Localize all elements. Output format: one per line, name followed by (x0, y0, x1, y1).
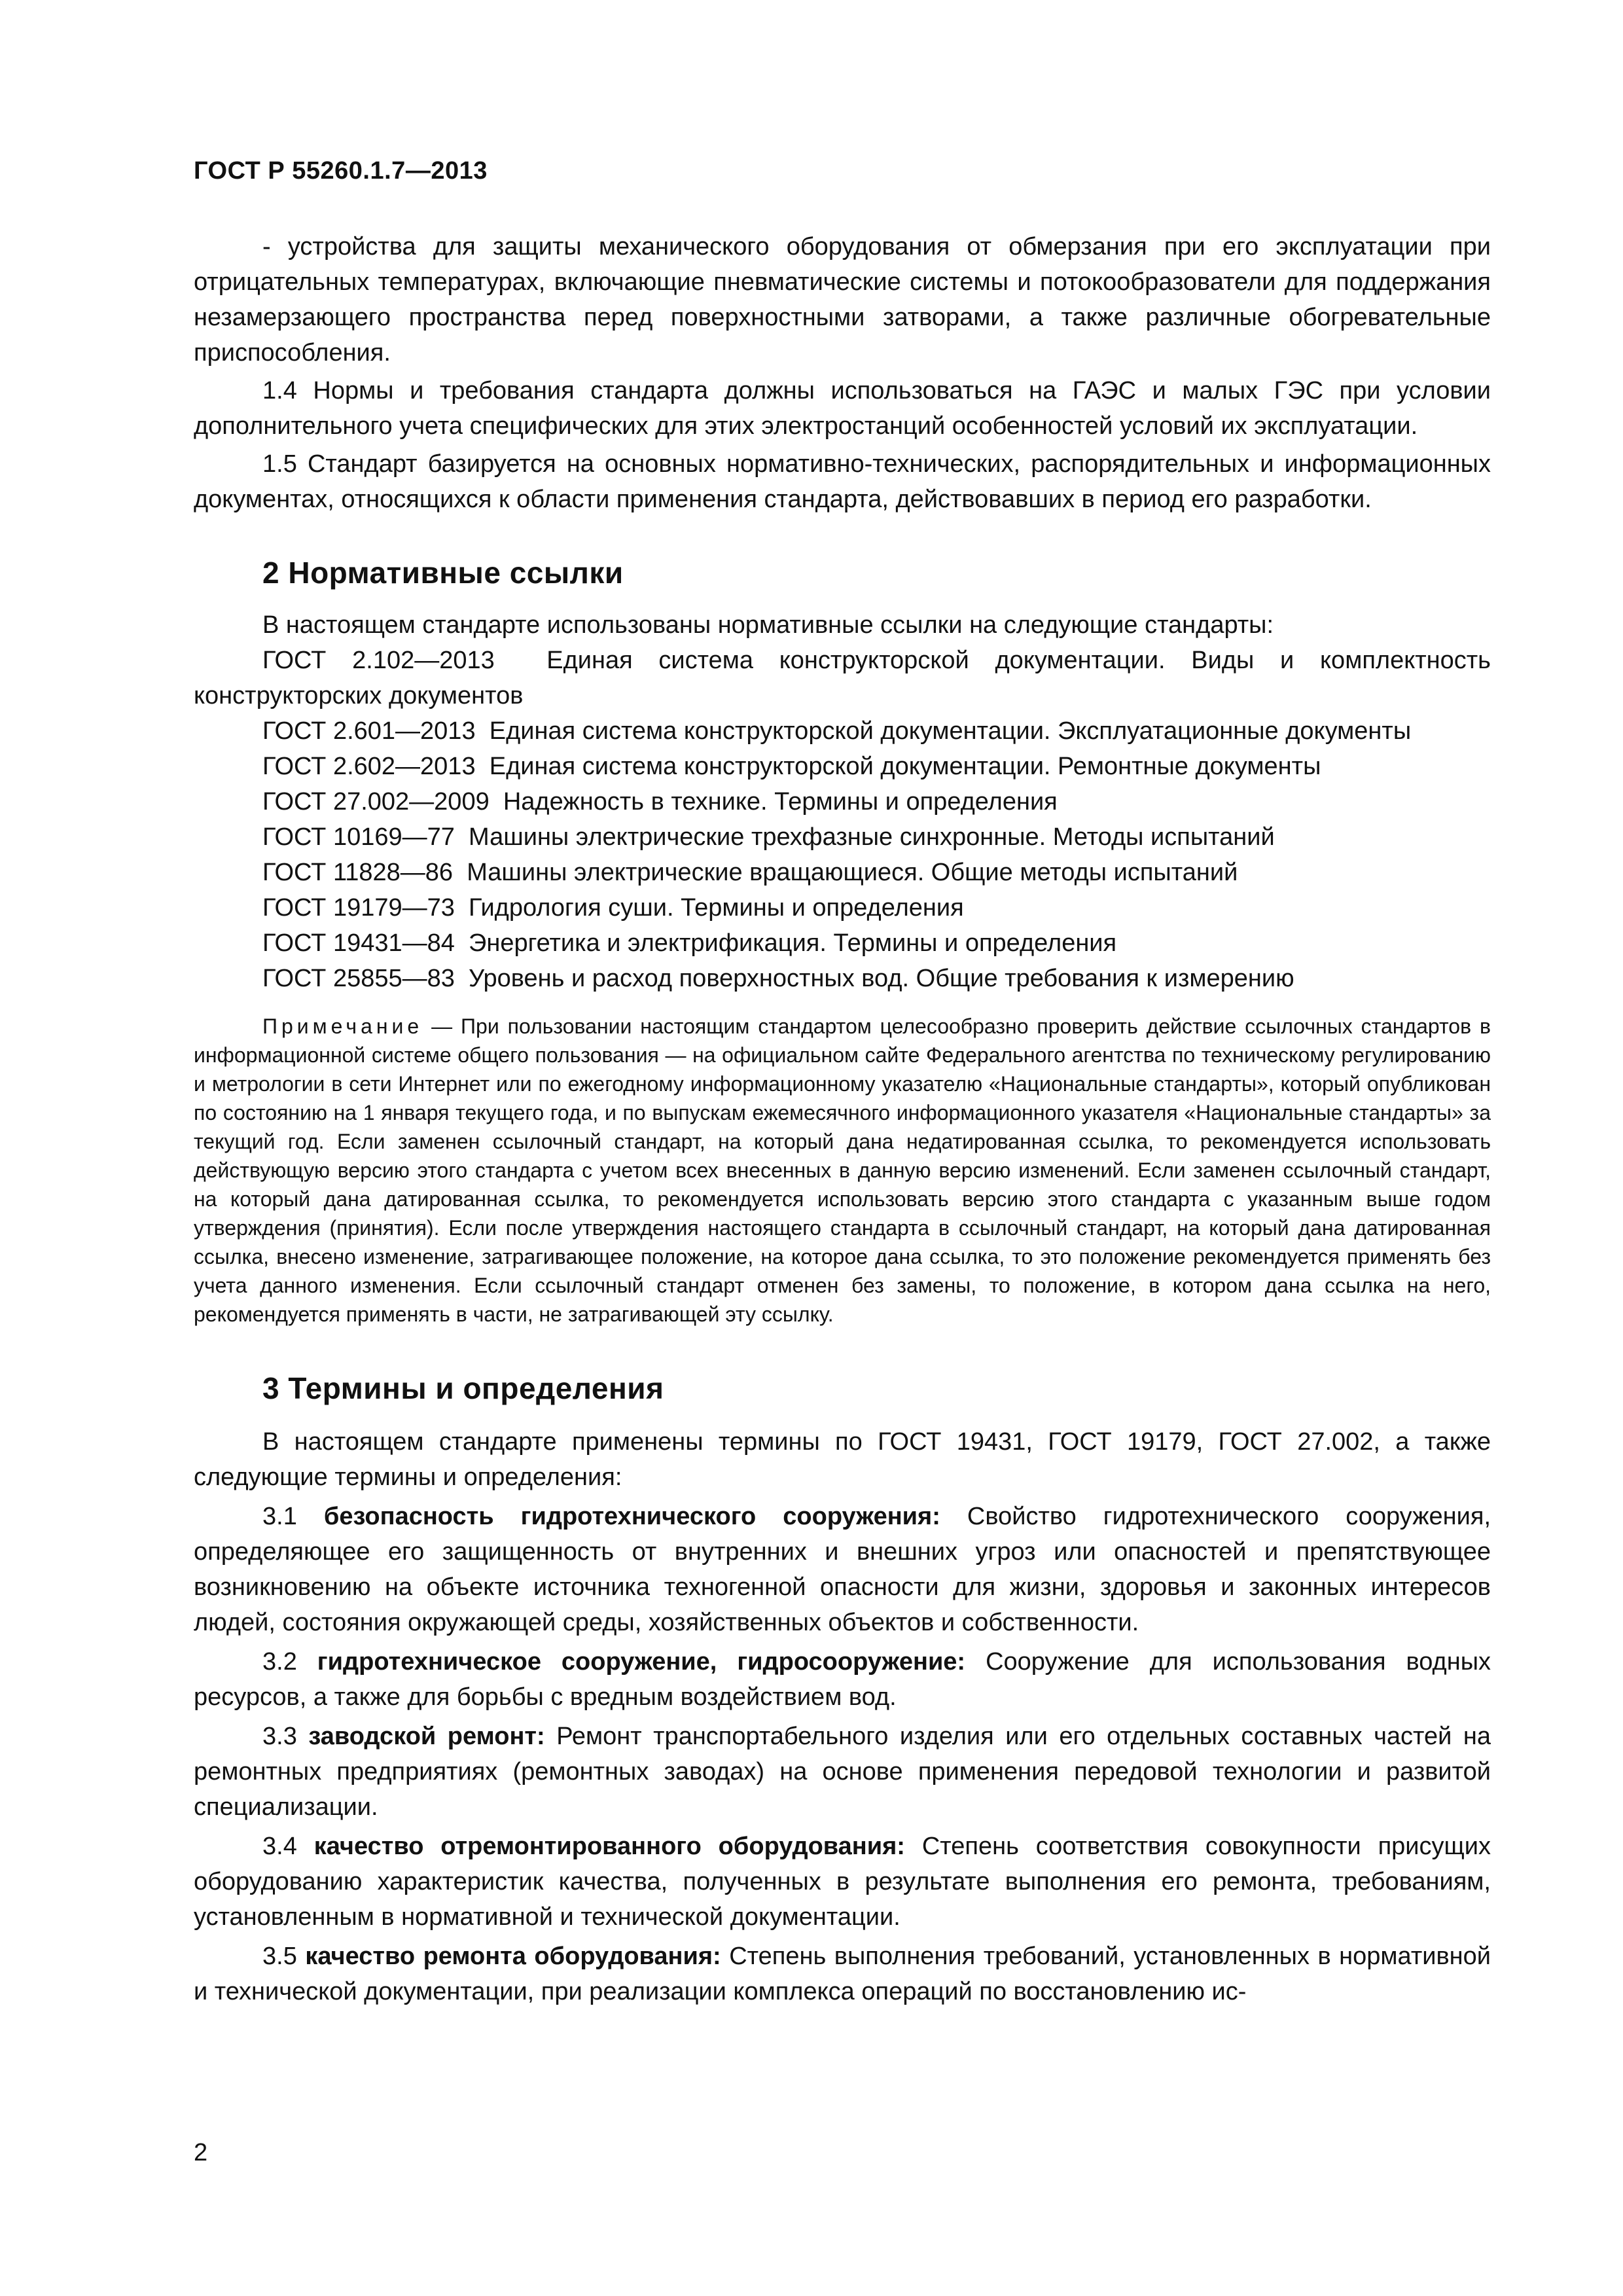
reference-code: ГОСТ 19431—84 (262, 929, 455, 957)
reference-code: ГОСТ 2.102—2013 (262, 647, 495, 674)
term-number: 3.4 (262, 1833, 297, 1860)
page-number: 2 (194, 2139, 208, 2166)
term-text: Свойство гидротехнического сооружения, определяющее его защищенность от внутренних и внешних угроз или опасностей и препятствующее возникновению на объекте источника техногенной опасности для жизни, здоровья и законных интересов людей, состояния окружающей среды, хозяйственных объектов и собственности. (194, 1503, 1491, 1636)
normative-reference (194, 643, 1491, 713)
note-text: — При пользовании настоящим стандартом целесообразно проверить действие ссылочных стандартов в информационной системе общего пользования — на официальном сайте Федерального агентства по техническому регулированию и метрологии в сети Интернет или по ежегодному информационному указателю «Национальные стандарты», который опубликован по состоянию на 1 января текущего года, и по выпускам ежемесячного информационного указателя «Национальные стандарты» за текущий год. Если заменен ссылочный стандарт, на который дана недатированная ссылка, то рекомендуется использовать действующую версию этого стандарта с учетом всех внесенных в данную версию изменений. Если заменен ссылочный стандарт, на который дана датированная ссылка, то рекомендуется использовать версию этого стандарта с указанным выше годом утверждения (принятия). Если после утверждения настоящего стандарта в ссылочный стандарт, на который дана датированная ссылка, внесено изменение, затрагивающее положение, на которое дана ссылка, то это положение рекомендуется применять без учета данного изменения. Если ссылочный стандарт отменен без замены, то положение, в котором дана ссылка на него, рекомендуется применять в части, не затрагивающей эту ссылку. (194, 1014, 1491, 1326)
reference-code: ГОСТ 2.601—2013 (262, 717, 476, 745)
term-definition (194, 1829, 1491, 1935)
term-number: 3.2 (262, 1648, 297, 1676)
normative-reference (194, 855, 1491, 890)
section-3-title: 3 Термины и определения (262, 1371, 664, 1405)
reference-title: Уровень и расход поверхностных вод. Общие требования к измерению (469, 965, 1294, 992)
reference-code: ГОСТ 25855—83 (262, 965, 455, 992)
reference-title: Единая система конструкторской документации. Виды и комплектность конструкторских документов (194, 647, 1491, 709)
reference-title: Гидрология суши. Термины и определения (469, 894, 964, 922)
term-number: 3.1 (262, 1503, 297, 1530)
note-paragraph (194, 1012, 1491, 1329)
term-definition (194, 1644, 1491, 1715)
reference-code: ГОСТ 2.602—2013 (262, 753, 476, 780)
term-definition (194, 1719, 1491, 1825)
document-body (194, 229, 1491, 2009)
reference-title: Машины электрические трехфазные синхронные. Методы испытаний (469, 823, 1275, 851)
term-definition (194, 1499, 1491, 1640)
term-text: Сооружение для использования водных ресурсов, а также для борьбы с вредным воздействием вод. (194, 1648, 1491, 1711)
normative-reference (194, 713, 1491, 749)
document-header: ГОСТ Р 55260.1.7—2013 (194, 157, 488, 185)
reference-title: Единая система конструкторской документации. Ремонтные документы (489, 753, 1321, 780)
section-2-intro: В настоящем стандарте использованы нормативные ссылки на следующие стандарты: (262, 611, 1274, 639)
intro-paragraph-1: - устройства для защиты механического оборудования от обмерзания при его эксплуатации при отрицательных температурах, включающие пневматические системы и потокообразователи для поддержания незамерзающего пространства перед поверхностными затворами, а также различные обогревательные приспособления. (194, 233, 1491, 367)
reference-code: ГОСТ 19179—73 (262, 894, 455, 922)
reference-code: ГОСТ 27.002—2009 (262, 788, 490, 816)
normative-reference (194, 925, 1491, 961)
reference-code: ГОСТ 10169—77 (262, 823, 455, 851)
normative-reference (194, 784, 1491, 819)
term-text: Ремонт транспортабельного изделия или его отдельных составных частей на ремонтных предприятиях (ремонтных заводах) на основе применения передовой технологии и развитой специализации. (194, 1723, 1491, 1821)
reference-title: Машины электрические вращающиеся. Общие методы испытаний (467, 859, 1238, 886)
intro-paragraph-3: 1.5 Стандарт базируется на основных нормативно-технических, распорядительных и информационных документах, относящихся к области применения стандарта, действовавших в период его разработки. (194, 450, 1491, 513)
term-name: заводской ремонт: (308, 1723, 545, 1750)
section-3-intro: В настоящем стандарте применены термины по ГОСТ 19431, ГОСТ 19179, ГОСТ 27.002, а также следующие термины и определения: (194, 1428, 1491, 1491)
note-label: Примечание (262, 1014, 423, 1038)
reference-code: ГОСТ 11828—86 (262, 859, 454, 886)
reference-title: Энергетика и электрификация. Термины и определения (469, 929, 1117, 957)
term-name: качество ремонта оборудования: (305, 1943, 721, 1970)
reference-title: Надежность в технике. Термины и определения (503, 788, 1058, 816)
reference-title: Единая система конструкторской документации. Эксплуатационные документы (489, 717, 1412, 745)
term-text: Степень выполнения требований, установленных в нормативной и технической документации, при реализации комплекса операций по восстановлению ис- (194, 1943, 1491, 2005)
normative-reference (194, 819, 1491, 855)
normative-reference (194, 749, 1491, 784)
term-name: безопасность гидротехнического сооружения: (323, 1503, 940, 1530)
section-2-title: 2 Нормативные ссылки (262, 556, 624, 590)
normative-reference (194, 890, 1491, 925)
normative-reference (194, 961, 1491, 996)
intro-paragraph-2: 1.4 Нормы и требования стандарта должны использоваться на ГАЭС и малых ГЭС при условии дополнительного учета специфических для этих электростанций особенностей условий их эксплуатации. (194, 377, 1491, 440)
term-number: 3.5 (262, 1943, 297, 1970)
term-number: 3.3 (262, 1723, 297, 1750)
term-text: Степень соответствия совокупности присущих оборудованию характеристик качества, полученных в результате выполнения его ремонта, требованиям, установленным в нормативной и технической документации. (194, 1833, 1491, 1931)
term-definition (194, 1939, 1491, 2009)
term-name: гидротехническое сооружение, гидросооружение: (317, 1648, 966, 1676)
term-name: качество отремонтированного оборудования: (313, 1833, 905, 1860)
